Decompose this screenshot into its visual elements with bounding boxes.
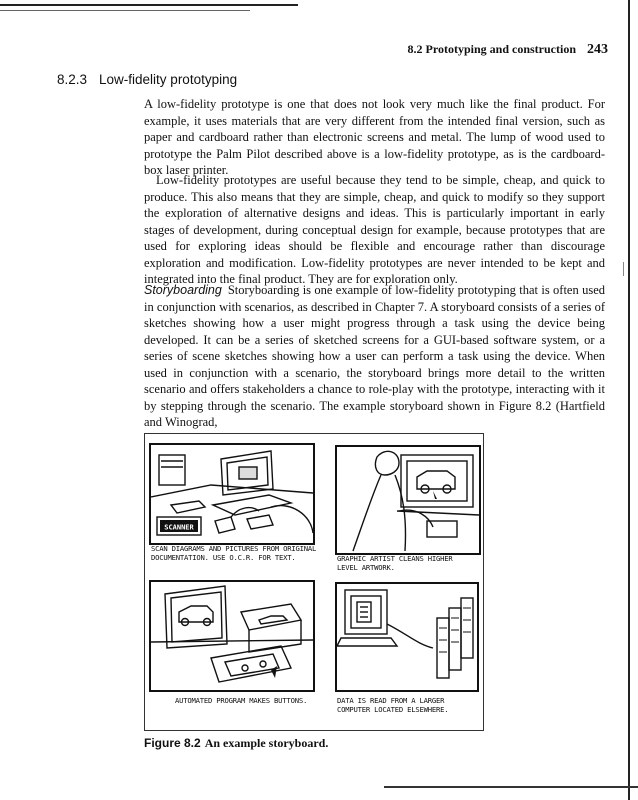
running-head — [384, 42, 608, 58]
page-number: 243 — [587, 42, 608, 57]
panel-caption-data: DATA IS READ FROM A LARGER COMPUTER LOCATED ELSEWHERE. — [337, 696, 449, 714]
running-head-section: 8.2 — [407, 42, 423, 56]
margin-mark — [623, 262, 624, 276]
page-edge — [628, 0, 630, 800]
paragraph-3-text: Storyboarding is one example of low-fidelity prototyping that is often used in conjunction with scenarios, as described in Chapter 7. A storyboard consists of a series of sketches showing how a user might progress through a task using the device being developed. It can be a series of sketched screens for a GUI-based software system, or a series of scene sketches showing how a user can perform a task using the device. When used in conjunction with a scenario, the storyboard brings more detail to the written scenario and offers stakeholders a chance to role-play with the prototype, interacting with it by stepping through the scenario. The example storyboard shown in Figure 8.2 (Hartfield and Winograd, — [144, 283, 605, 429]
top-rule — [0, 4, 298, 6]
paragraph-2: Low-fidelity prototypes are useful because they tend to be simple, cheap, and quick to produce. This also means that they are simple, cheap, and quick to modify so they support the exploration of alternative designs and ideas. This is particularly important in early stages of development, during conceptual design for example, because prototypes that are used for exploring ideas should be flexible and encourage rather than discourage exploration and modification. Low-fidelity prototypes are never intended to be kept and integrated into the final product. They are for exploration only. — [144, 173, 605, 286]
storyboarding-lead: Storyboarding — [144, 283, 222, 297]
figure-caption — [144, 736, 328, 751]
section-heading — [57, 72, 237, 87]
storyboard-figure — [144, 433, 484, 731]
panel-caption-scan: SCAN DIAGRAMS AND PICTURES FROM ORIGINAL DOCUMENTATION. USE O.C.R. FOR TEXT. — [151, 544, 317, 562]
storyboard-panel-data — [335, 582, 479, 692]
figure-label: Figure 8.2 — [144, 736, 201, 750]
running-head-title: Prototyping and construction — [425, 42, 576, 56]
figure-caption-text: An example storyboard. — [204, 736, 329, 750]
buttons-sketch — [151, 582, 313, 690]
panel-caption-buttons: AUTOMATED PROGRAM MAKES BUTTONS. — [175, 696, 308, 705]
data-sketch — [337, 584, 477, 690]
storyboard-panel-artist — [335, 445, 481, 555]
top-rule-thin — [0, 10, 250, 11]
artist-sketch — [337, 447, 479, 553]
paragraph-1: A low-fidelity prototype is one that does not look very much like the final product. For example, it uses materials that are very different from the intended final version, such as paper and cardboard rather than electronic screens and metal. The lump of wood used to prototype the Palm Pilot described above is a low-fidelity prototype, as is the cardboard-box laser printer. — [144, 97, 605, 177]
bottom-rule — [384, 786, 638, 788]
section-title: Low-fidelity prototyping — [99, 72, 238, 87]
storyboard-panel-buttons — [149, 580, 315, 692]
paragraph-3 — [144, 282, 605, 431]
scanner-label: SCANNER — [164, 523, 194, 532]
panel-caption-artist: GRAPHIC ARTIST CLEANS HIGHER LEVEL ARTWORK. — [337, 554, 453, 572]
storyboard-panel-scan — [149, 443, 315, 545]
scan-sketch — [151, 445, 313, 543]
section-number: 8.2.3 — [57, 72, 88, 87]
